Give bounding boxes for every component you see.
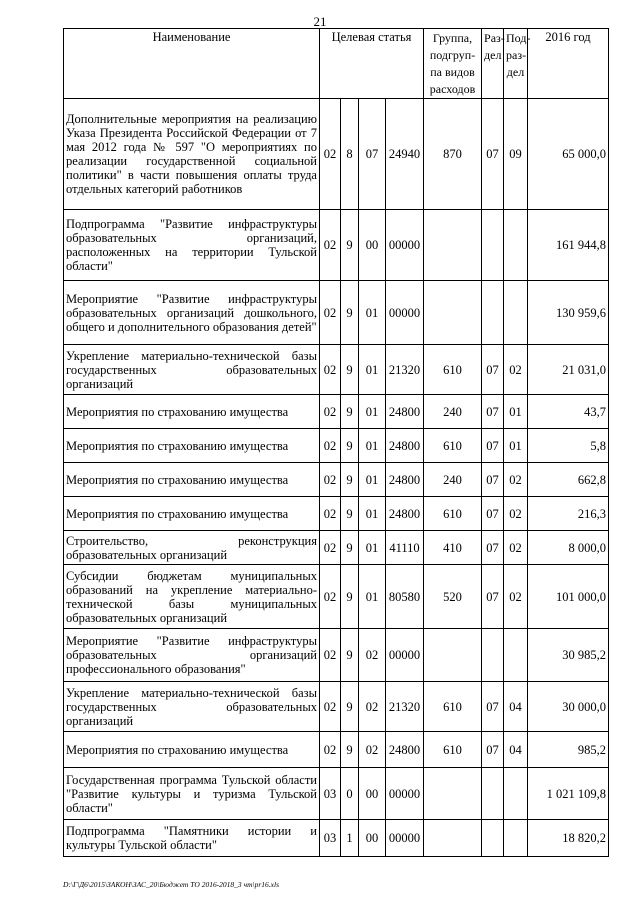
cell-program: 02 <box>320 429 341 463</box>
cell-section: 07 <box>482 99 504 210</box>
table-row <box>64 820 609 857</box>
cell-main-event: 01 <box>359 281 386 345</box>
cell-program: 02 <box>320 531 341 565</box>
cell-program: 02 <box>320 565 341 629</box>
cell-subprogram: 9 <box>341 497 359 531</box>
row-name: Мероприятия по страхованию имущества <box>64 429 320 463</box>
cell-subsection: 01 <box>504 395 528 429</box>
row-name: Строительство, реконструкция образовательных организаций <box>64 531 320 565</box>
cell-expense-group: 610 <box>424 682 482 732</box>
file-path-footer: D:\Г\Д6\2015\ЗАКОН\ЗАС_20\Бюджет ТО 2016-2018_3 чт\pr16.xls <box>63 880 280 889</box>
cell-amount: 161 944,8 <box>528 210 609 281</box>
table-row <box>64 682 609 732</box>
header-expense-group: Группа, подгруп-па видов расходов <box>424 29 482 99</box>
cell-subsection <box>504 820 528 857</box>
cell-subsection: 09 <box>504 99 528 210</box>
cell-subsection: 02 <box>504 565 528 629</box>
cell-main-event: 00 <box>359 820 386 857</box>
cell-main-event: 02 <box>359 732 386 768</box>
cell-program: 02 <box>320 210 341 281</box>
row-name: Мероприятие "Развитие инфраструктуры образовательных организаций профессионального образования" <box>64 629 320 682</box>
cell-expense-group: 520 <box>424 565 482 629</box>
cell-subprogram: 9 <box>341 732 359 768</box>
cell-section <box>482 210 504 281</box>
cell-direction: 80580 <box>386 565 424 629</box>
cell-expense-group <box>424 210 482 281</box>
table-row <box>64 497 609 531</box>
cell-direction: 24800 <box>386 429 424 463</box>
cell-direction: 00000 <box>386 210 424 281</box>
cell-expense-group: 610 <box>424 732 482 768</box>
table-row <box>64 565 609 629</box>
cell-section: 07 <box>482 497 504 531</box>
cell-section: 07 <box>482 565 504 629</box>
row-name: Подпрограмма "Развитие инфраструктуры образовательных организаций, расположенных на территории Тульской области" <box>64 210 320 281</box>
header-section: Раз-дел <box>482 29 504 99</box>
cell-expense-group <box>424 768 482 820</box>
cell-section: 07 <box>482 732 504 768</box>
cell-section: 07 <box>482 463 504 497</box>
cell-program: 03 <box>320 820 341 857</box>
cell-subsection <box>504 281 528 345</box>
cell-expense-group: 610 <box>424 429 482 463</box>
cell-section <box>482 768 504 820</box>
cell-expense-group: 610 <box>424 497 482 531</box>
cell-amount: 5,8 <box>528 429 609 463</box>
table-row <box>64 768 609 820</box>
cell-expense-group: 870 <box>424 99 482 210</box>
header-subsection: Под-раз-дел <box>504 29 528 99</box>
cell-amount: 662,8 <box>528 463 609 497</box>
cell-direction: 00000 <box>386 768 424 820</box>
cell-section <box>482 629 504 682</box>
cell-program: 02 <box>320 682 341 732</box>
cell-section <box>482 820 504 857</box>
row-name: Укрепление материально-технической базы государственных образовательных организаций <box>64 682 320 732</box>
cell-expense-group: 410 <box>424 531 482 565</box>
cell-expense-group: 610 <box>424 345 482 395</box>
cell-amount: 101 000,0 <box>528 565 609 629</box>
cell-subprogram: 1 <box>341 820 359 857</box>
cell-expense-group: 240 <box>424 463 482 497</box>
cell-amount: 65 000,0 <box>528 99 609 210</box>
cell-main-event: 01 <box>359 429 386 463</box>
cell-main-event: 00 <box>359 210 386 281</box>
cell-program: 02 <box>320 732 341 768</box>
table-row <box>64 463 609 497</box>
cell-subprogram: 9 <box>341 682 359 732</box>
table-header <box>64 29 609 99</box>
cell-expense-group <box>424 629 482 682</box>
cell-amount: 130 959,6 <box>528 281 609 345</box>
table-body <box>64 99 609 857</box>
cell-amount: 216,3 <box>528 497 609 531</box>
cell-subsection: 04 <box>504 682 528 732</box>
cell-direction: 24800 <box>386 463 424 497</box>
cell-subprogram: 9 <box>341 345 359 395</box>
cell-subprogram: 9 <box>341 210 359 281</box>
row-name: Подпрограмма "Памятники истории и культуры Тульской области" <box>64 820 320 857</box>
row-name: Мероприятия по страхованию имущества <box>64 395 320 429</box>
cell-subsection: 02 <box>504 531 528 565</box>
cell-amount: 18 820,2 <box>528 820 609 857</box>
cell-program: 03 <box>320 768 341 820</box>
cell-section <box>482 281 504 345</box>
cell-subsection: 04 <box>504 732 528 768</box>
row-name: Дополнительные мероприятия на реализацию Указа Президента Российской Федерации от 7 мая 2012 года № 597 "О мероприятиях по реализации государственной социальной политики" в части повышения оплаты труда отдельных категорий работников <box>64 99 320 210</box>
cell-subsection <box>504 629 528 682</box>
cell-program: 02 <box>320 345 341 395</box>
cell-main-event: 01 <box>359 531 386 565</box>
cell-section: 07 <box>482 345 504 395</box>
cell-program: 02 <box>320 629 341 682</box>
cell-direction: 21320 <box>386 682 424 732</box>
cell-main-event: 02 <box>359 682 386 732</box>
cell-subsection: 02 <box>504 345 528 395</box>
cell-direction: 21320 <box>386 345 424 395</box>
cell-amount: 985,2 <box>528 732 609 768</box>
table-row <box>64 99 609 210</box>
cell-subsection: 02 <box>504 463 528 497</box>
table-row <box>64 732 609 768</box>
cell-direction: 24800 <box>386 395 424 429</box>
budget-table <box>63 28 609 857</box>
header-year: 2016 год <box>528 29 609 99</box>
cell-program: 02 <box>320 281 341 345</box>
cell-subsection: 01 <box>504 429 528 463</box>
row-name: Мероприятия по страхованию имущества <box>64 497 320 531</box>
header-target-article: Целевая статья <box>320 29 424 99</box>
cell-amount: 43,7 <box>528 395 609 429</box>
cell-subsection: 02 <box>504 497 528 531</box>
row-name: Укрепление материально-технической базы государственных образовательных организаций <box>64 345 320 395</box>
cell-section: 07 <box>482 531 504 565</box>
cell-main-event: 01 <box>359 463 386 497</box>
cell-amount: 30 985,2 <box>528 629 609 682</box>
cell-main-event: 01 <box>359 395 386 429</box>
table-row <box>64 395 609 429</box>
cell-amount: 8 000,0 <box>528 531 609 565</box>
cell-main-event: 01 <box>359 497 386 531</box>
cell-subprogram: 9 <box>341 531 359 565</box>
cell-amount: 30 000,0 <box>528 682 609 732</box>
cell-direction: 41110 <box>386 531 424 565</box>
row-name: Мероприятие "Развитие инфраструктуры образовательных организаций дошкольного, общего и дополнительного образования детей" <box>64 281 320 345</box>
cell-subprogram: 9 <box>341 565 359 629</box>
cell-expense-group: 240 <box>424 395 482 429</box>
cell-program: 02 <box>320 463 341 497</box>
cell-subprogram: 9 <box>341 463 359 497</box>
cell-main-event: 00 <box>359 768 386 820</box>
table-row <box>64 345 609 395</box>
cell-direction: 24800 <box>386 732 424 768</box>
cell-amount: 21 031,0 <box>528 345 609 395</box>
cell-program: 02 <box>320 497 341 531</box>
row-name: Мероприятия по страхованию имущества <box>64 732 320 768</box>
table-row <box>64 281 609 345</box>
row-name: Субсидии бюджетам муниципальных образований на укрепление материально-технической базы муниципальных образовательных организаций <box>64 565 320 629</box>
cell-subprogram: 8 <box>341 99 359 210</box>
cell-direction: 00000 <box>386 820 424 857</box>
cell-program: 02 <box>320 395 341 429</box>
cell-main-event: 01 <box>359 345 386 395</box>
cell-amount: 1 021 109,8 <box>528 768 609 820</box>
header-name: Наименование <box>64 29 320 99</box>
table-row <box>64 210 609 281</box>
cell-main-event: 07 <box>359 99 386 210</box>
cell-subsection <box>504 210 528 281</box>
cell-subprogram: 9 <box>341 429 359 463</box>
table-row <box>64 531 609 565</box>
cell-section: 07 <box>482 682 504 732</box>
cell-subprogram: 9 <box>341 395 359 429</box>
cell-section: 07 <box>482 429 504 463</box>
cell-main-event: 01 <box>359 565 386 629</box>
cell-section: 07 <box>482 395 504 429</box>
cell-program: 02 <box>320 99 341 210</box>
row-name: Государственная программа Тульской области "Развитие культуры и туризма Тульской области" <box>64 768 320 820</box>
cell-main-event: 02 <box>359 629 386 682</box>
cell-direction: 24800 <box>386 497 424 531</box>
cell-subprogram: 9 <box>341 281 359 345</box>
cell-subprogram: 9 <box>341 629 359 682</box>
cell-subprogram: 0 <box>341 768 359 820</box>
table-row <box>64 629 609 682</box>
table-row <box>64 429 609 463</box>
cell-expense-group <box>424 820 482 857</box>
row-name: Мероприятия по страхованию имущества <box>64 463 320 497</box>
cell-direction: 00000 <box>386 281 424 345</box>
cell-direction: 00000 <box>386 629 424 682</box>
cell-direction: 24940 <box>386 99 424 210</box>
page-number: 21 <box>313 14 327 29</box>
cell-expense-group <box>424 281 482 345</box>
cell-subsection <box>504 768 528 820</box>
